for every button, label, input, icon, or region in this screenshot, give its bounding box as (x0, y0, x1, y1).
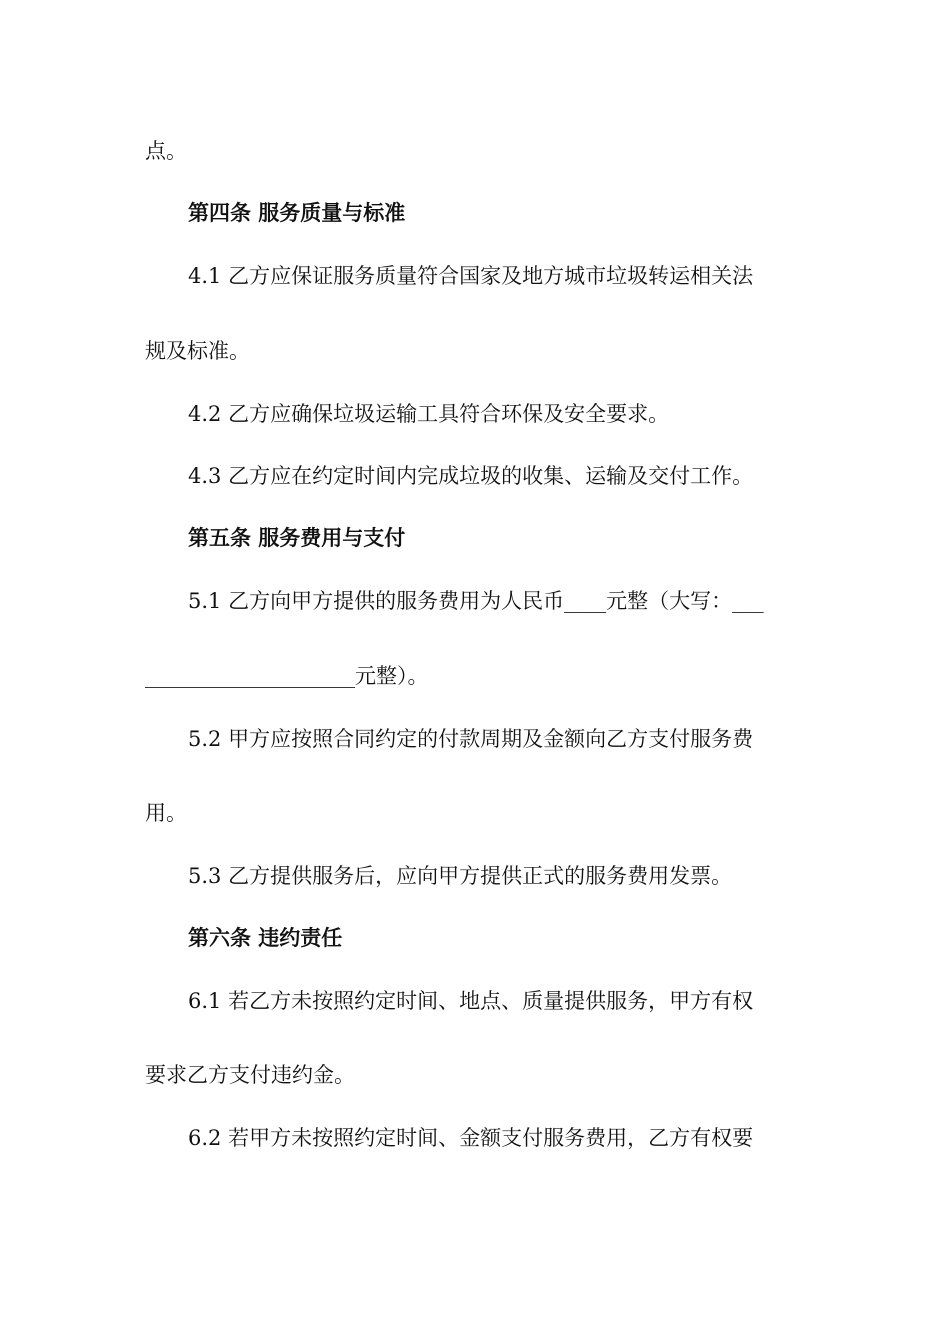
article-5-heading: 第五条 服务费用与支付 (188, 525, 406, 550)
clause-6-1-line-1: 6.1 若乙方未按照约定时间、地点、质量提供服务，甲方有权 (188, 989, 754, 1013)
clause-5-3: 5.3 乙方提供服务后，应向甲方提供正式的服务费用发票。 (188, 864, 733, 888)
clause-5-1-line-1: 5.1 乙方向甲方提供的服务费用为人民币____元整（大写：___ (188, 589, 764, 613)
clause-4-3: 4.3 乙方应在约定时间内完成垃圾的收集、运输及交付工作。 (188, 464, 754, 488)
paragraph-continuation: 点。 (145, 139, 187, 163)
clause-4-1-line-2: 规及标准。 (145, 339, 250, 363)
clause-6-1-line-2: 要求乙方支付违约金。 (145, 1063, 355, 1087)
clause-5-1-line-2: ____________________元整）。 (145, 664, 429, 688)
article-6-heading: 第六条 违约责任 (188, 925, 343, 950)
clause-4-1-line-1: 4.1 乙方应保证服务质量符合国家及地方城市垃圾转运相关法 (188, 264, 754, 288)
clause-5-2-line-2: 用。 (145, 801, 187, 825)
article-4-heading: 第四条 服务质量与标准 (188, 200, 406, 225)
clause-5-2-line-1: 5.2 甲方应按照合同约定的付款周期及金额向乙方支付服务费 (188, 727, 754, 751)
clause-6-2-line-1: 6.2 若甲方未按照约定时间、金额支付服务费用，乙方有权要 (188, 1126, 754, 1150)
clause-4-2: 4.2 乙方应确保垃圾运输工具符合环保及安全要求。 (188, 402, 670, 426)
